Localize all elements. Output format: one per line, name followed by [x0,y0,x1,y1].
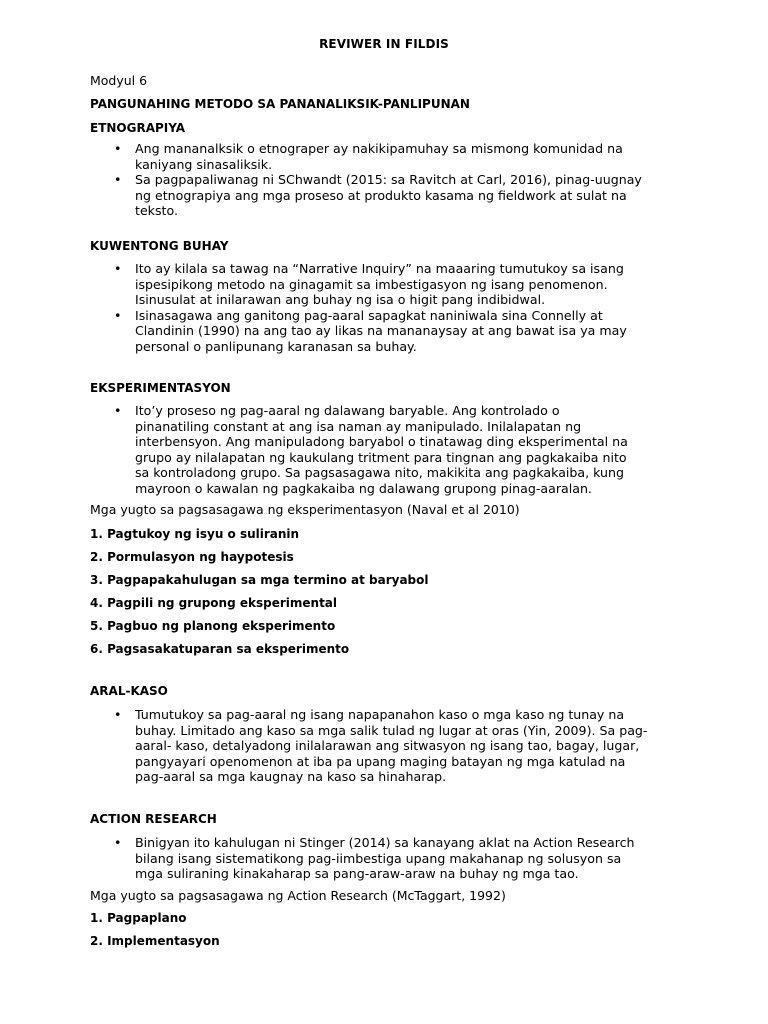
bullet-list-aral-kaso [90,707,690,785]
bullet-item: • Binigyan ito kahulugan ni Stinger (2014) sa kanayang aklat na Action Research bilang isang sistematikong pag-iimbestiga upang makahanap ng solusyon sa mga suliraning kinakaharap sa pang-araw-araw na buhay ng mga tao. [90,835,690,882]
step-item: 3. Pagpapakahulugan sa mga termino at baryabol [90,573,429,587]
document-title: REVIWER IN FILDIS [319,37,449,51]
bullet-list-kuwentong-buhay [90,261,690,354]
step-item: 1. Pagtukoy ng isyu o suliranin [90,527,300,541]
section-heading-aral-kaso: ARAL-KASO [90,684,168,698]
bullet-item: • Ang mananalksik o etnograper ay nakikipamuhay sa mismong komunidad na kaniyang sinasaliksik. [90,141,690,172]
bullet-list-action-research [90,835,690,882]
section-heading-etnograpiya: ETNOGRAPIYA [90,121,186,135]
step-item: 6. Pagsasakatuparan sa eksperimento [90,642,350,656]
bullet-list-etnograpiya [90,141,690,219]
steps-list-eksperimentasyon [90,527,429,665]
step-item: 1. Pagpaplano [90,911,187,925]
step-item: 2. Implementasyon [90,934,220,948]
step-item: 4. Pagpili ng grupong eksperimental [90,596,338,610]
bullet-item: • Ito ay kilala sa tawag na “Narrative Inquiry” na maaaring tumutukoy sa isang ispesipikong metodo na ginagamit sa imbestigasyon ng isang penomenon. Isinusulat at inilarawan ang buhay ng isa o higit pang indibidwal. [90,261,690,308]
main-heading: PANGUNAHING METODO SA PANANALIKSIK-PANLIPUNAN [90,97,470,111]
bullet-list-eksperimentasyon [90,403,690,496]
step-item: 5. Pagbuo ng planong eksperimento [90,619,336,633]
section-heading-eksperimentasyon: EKSPERIMENTASYON [90,381,231,395]
bullet-item: • Ito’y proseso ng pag-aaral ng dalawang baryable. Ang kontrolado o pinanatiling constant at ang isa naman ay manipulado. Inilalapatan ng interbensyon. Ang manipuladong baryabol o tinatawag ding eksperimental na grupo ay nilalapatan ng kaukulang tritment para tingnan ang pagkakaiba nito sa kontroladong grupo. Sa pagsasagawa nito, makikita ang pagkakaiba, kung mayroon o kawalan ng pagkakaiba ng dalawang grupong pinag-aaralan. [90,403,690,496]
step-item: 2. Pormulasyon ng haypotesis [90,550,294,564]
steps-intro-eksperimentasyon: Mga yugto sa pagsasagawa ng eksperimentasyon (Naval et al 2010) [90,502,520,517]
section-heading-kuwentong-buhay: KUWENTONG BUHAY [90,239,229,253]
bullet-item: • Sa pagpapaliwanag ni SChwandt (2015: sa Ravitch at Carl, 2016), pinag-uugnay ng etnograpiya ang mga proseso at produkto kasama ng fieldwork at sulat na teksto. [90,172,690,219]
module-label: Modyul 6 [90,73,148,88]
section-heading-action-research: ACTION RESEARCH [90,812,217,826]
steps-list-action-research [90,911,220,957]
bullet-item: • Isinasagawa ang ganitong pag-aaral sapagkat naniniwala sina Connelly at Clandinin (1990) na ang tao ay likas na mananaysay at ang bawat isa ya may personal o panlipunang karanasan sa buhay. [90,308,690,355]
steps-intro-action-research: Mga yugto sa pagsasagawa ng Action Research (McTaggart, 1992) [90,888,506,903]
bullet-item: • Tumutukoy sa pag-aaral ng isang napapanahon kaso o mga kaso ng tunay na buhay. Limitado ang kaso sa mga salik tulad ng lugar at oras (Yin, 2009). Sa pag- aaral- kaso, detalyadong inilalarawan ang sitwasyon ng isang tao, bagay, lugar, pangyayari openomenon at iba pa upang maging batayan ng mga katulad na pag-aaral sa mga kaugnay na kaso sa hinaharap. [90,707,690,785]
